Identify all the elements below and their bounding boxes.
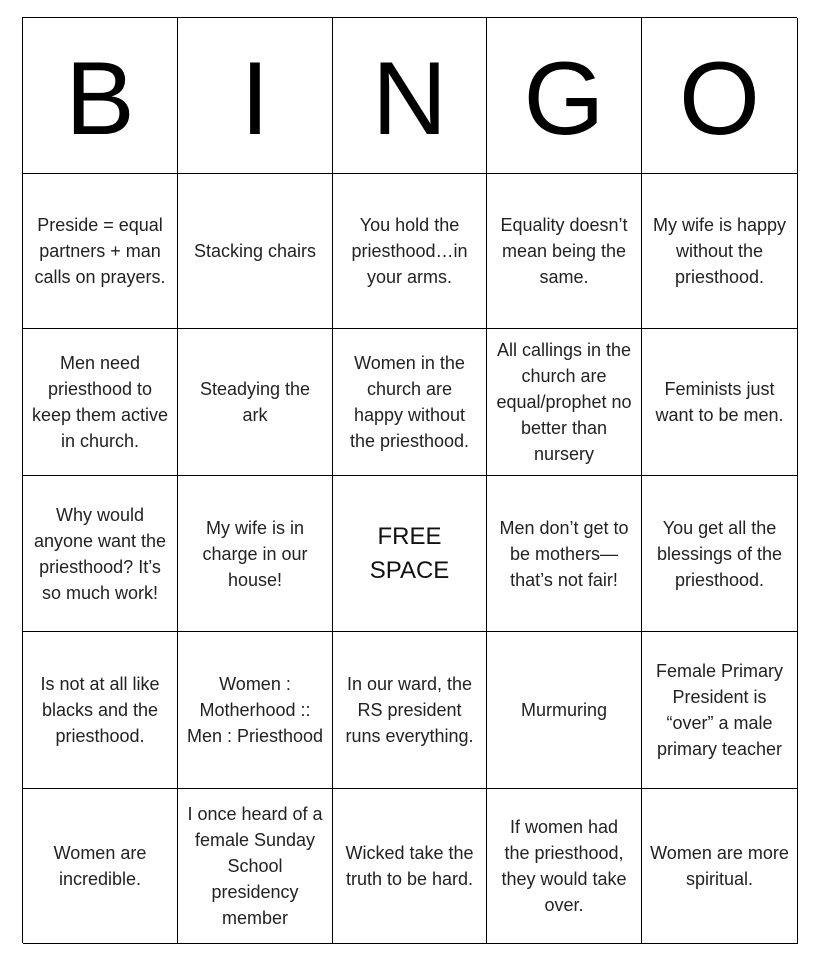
bingo-cell: Stacking chairs [178, 174, 333, 329]
bingo-cell: Feminists just want to be men. [642, 329, 798, 476]
bingo-cell: Why would anyone want the priesthood? It’s so much work! [23, 476, 178, 632]
bingo-cell: Women in the church are happy without the priesthood. [333, 329, 487, 476]
bingo-cell: You hold the priesthood…in your arms. [333, 174, 487, 329]
header-letter-n: N [333, 18, 487, 174]
header-letter-g: G [487, 18, 642, 174]
bingo-cell: Women are incredible. [23, 789, 178, 944]
bingo-cell: Is not at all like blacks and the priesthood. [23, 632, 178, 789]
bingo-cell: In our ward, the RS president runs everything. [333, 632, 487, 789]
bingo-board [22, 17, 797, 943]
bingo-cell: If women had the priesthood, they would take over. [487, 789, 642, 944]
bingo-cell: Murmuring [487, 632, 642, 789]
bingo-cell: Equality doesn’t mean being the same. [487, 174, 642, 329]
bingo-cell: All callings in the church are equal/prophet no better than nursery [487, 329, 642, 476]
bingo-cell: Women : Motherhood :: Men : Priesthood [178, 632, 333, 789]
bingo-cell: My wife is in charge in our house! [178, 476, 333, 632]
bingo-cell: Preside = equal partners + man calls on prayers. [23, 174, 178, 329]
header-letter-b: B [23, 18, 178, 174]
bingo-cell: Wicked take the truth to be hard. [333, 789, 487, 944]
bingo-cell: My wife is happy without the priesthood. [642, 174, 798, 329]
bingo-cell: Steadying the ark [178, 329, 333, 476]
bingo-cell: Women are more spiritual. [642, 789, 798, 944]
header-letter-i: I [178, 18, 333, 174]
free-space-cell: FREE SPACE [333, 476, 487, 632]
bingo-cell: Female Primary President is “over” a male primary teacher [642, 632, 798, 789]
bingo-cell: Men need priesthood to keep them active in church. [23, 329, 178, 476]
bingo-cell: Men don’t get to be mothers—that’s not fair! [487, 476, 642, 632]
bingo-cell: I once heard of a female Sunday School presidency member [178, 789, 333, 944]
header-letter-o: O [642, 18, 798, 174]
bingo-cell: You get all the blessings of the priesthood. [642, 476, 798, 632]
